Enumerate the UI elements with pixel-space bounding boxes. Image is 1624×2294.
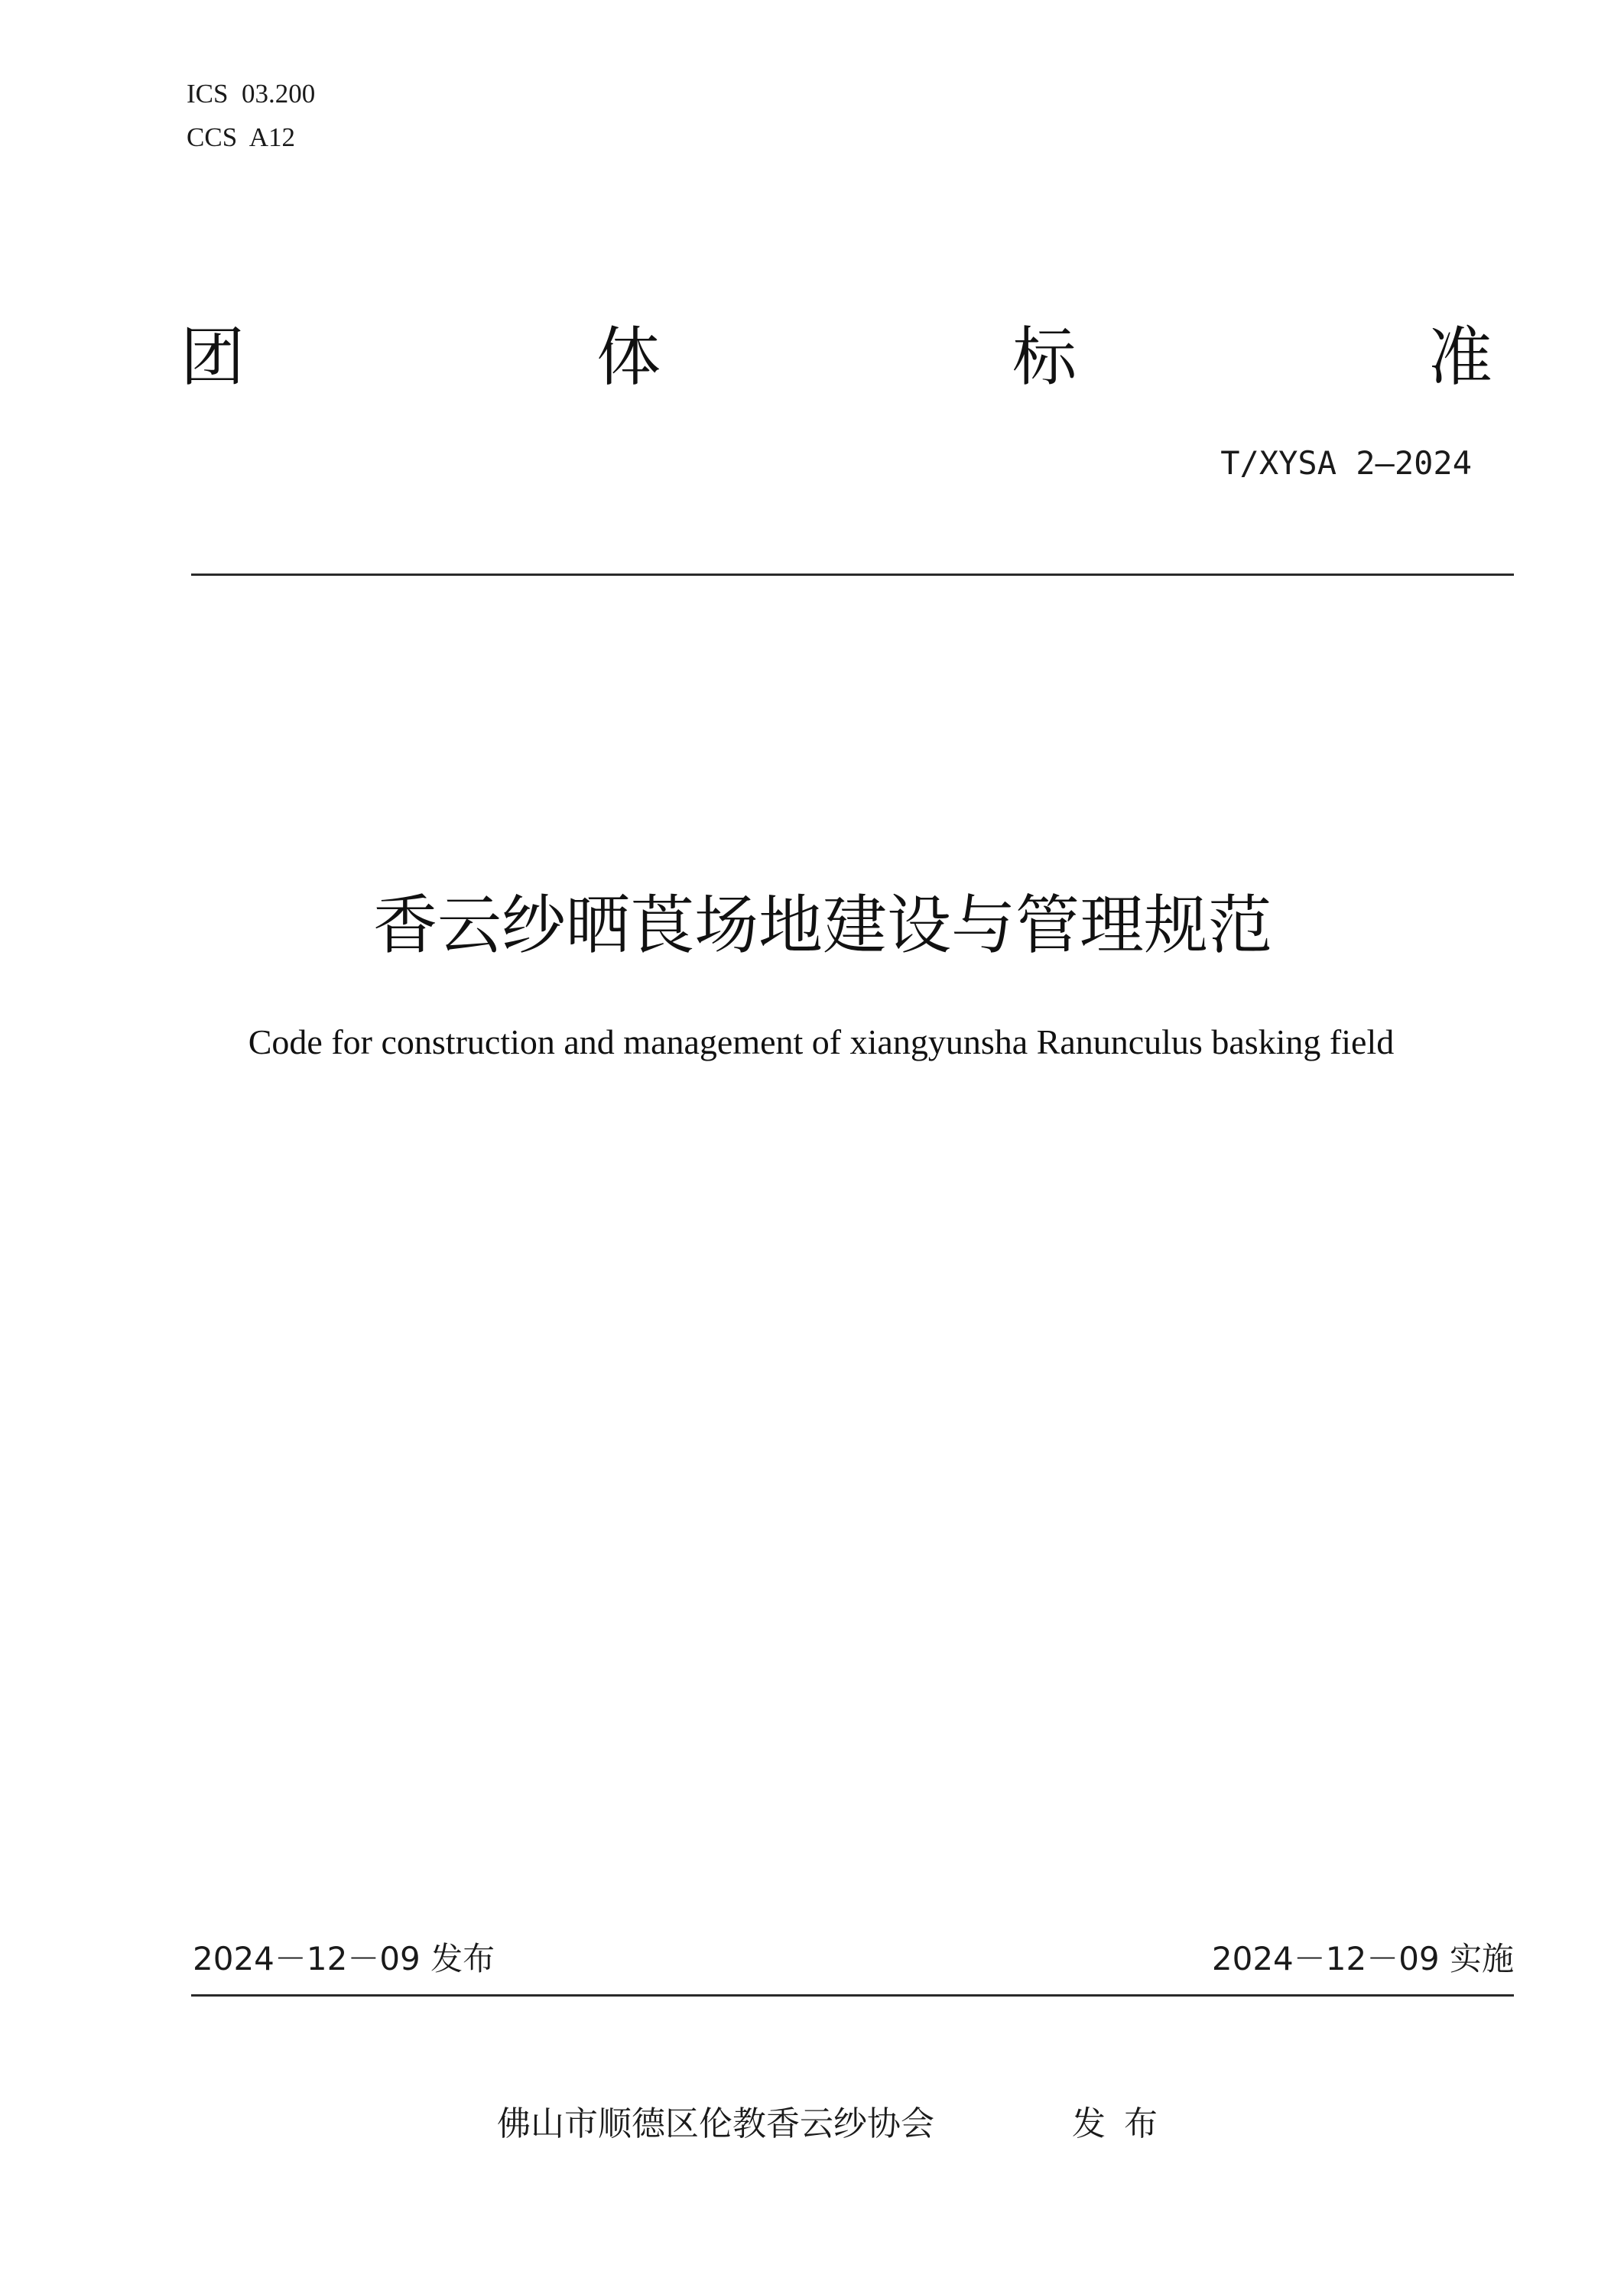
document-type-heading [180, 310, 1492, 394]
standard-number: T/XYSA 2—2024 [1220, 444, 1472, 482]
heading-char-1: 团 [180, 319, 245, 395]
top-divider [191, 574, 1514, 576]
title-chinese: 香云纱晒莨场地建设与管理规范 [372, 888, 1272, 963]
ics-code: ICS 03.200 [187, 79, 316, 109]
ccs-code: CCS A12 [187, 122, 295, 152]
publish-date: 2024－12－09 发布 [193, 1940, 495, 1977]
bottom-divider [191, 1994, 1514, 1997]
heading-char-4: 准 [1427, 319, 1492, 395]
heading-char-2: 体 [596, 319, 661, 395]
implementation-date: 2024－12－09 实施 [1211, 1940, 1514, 1977]
title-english: Code for construction and management of xiangyunsha Ranunculus basking field [248, 1022, 1395, 1061]
publisher-name: 佛山市顺德区伦教香云纱协会 [497, 2104, 934, 2143]
heading-char-3: 标 [1012, 319, 1077, 395]
publisher-action: 发布 [1072, 2104, 1176, 2143]
